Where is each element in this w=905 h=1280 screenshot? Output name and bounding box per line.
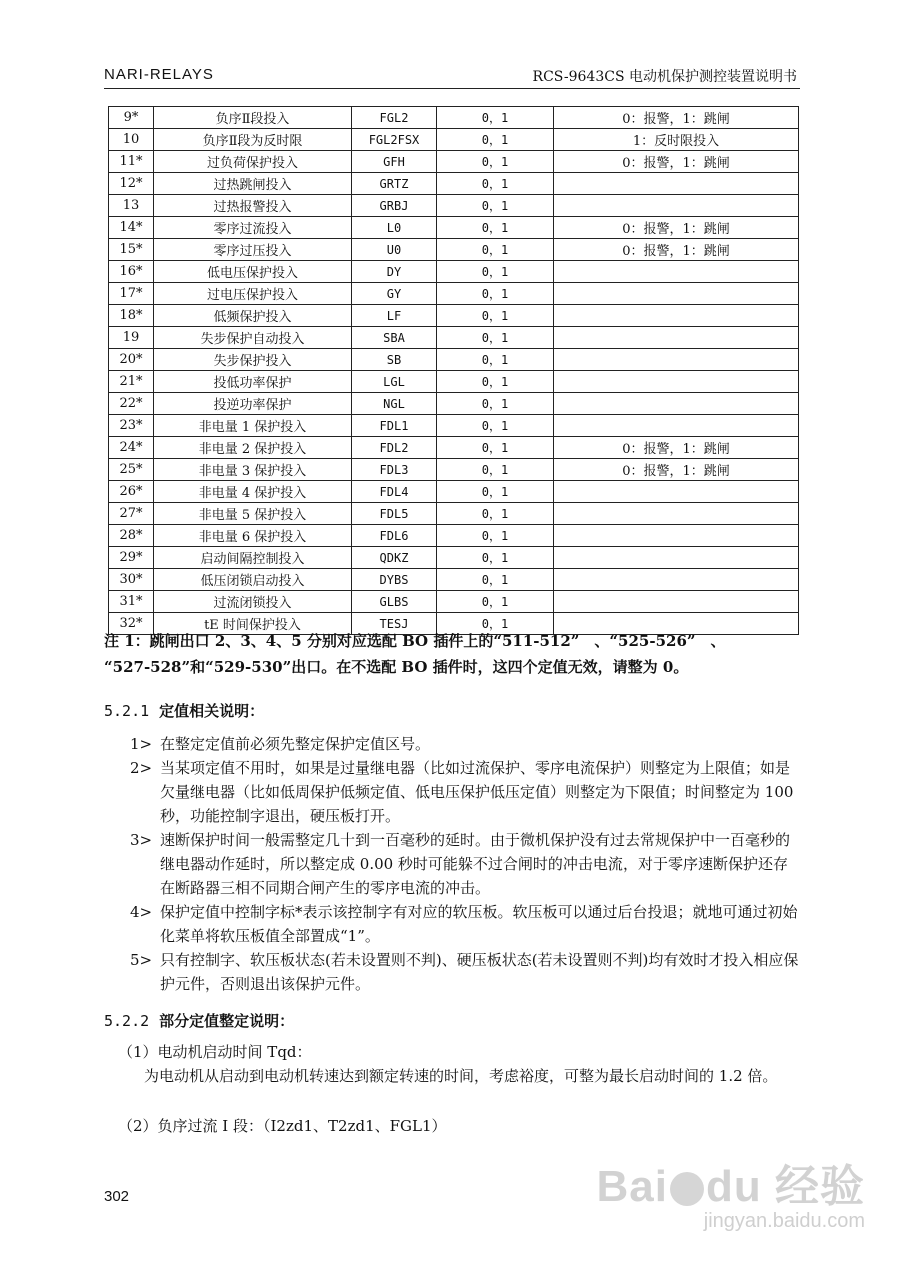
setting-name-cell: 投逆功率保护 [154,393,352,415]
row-number-cell: 24* [109,437,154,459]
row-number-cell: 9* [109,107,154,129]
setting-name-cell: 负序Ⅱ段投入 [154,107,352,129]
setting-name-cell: 投低功率保护 [154,371,352,393]
setting-code-cell: NGL [352,393,437,415]
setting-name-cell: 负序Ⅱ段为反时限 [154,129,352,151]
setting-name-cell: 过流闭锁投入 [154,591,352,613]
setting-remark-cell: 1：反时限投入 [554,129,799,151]
table-row [109,217,799,239]
row-number-cell: 28* [109,525,154,547]
row-number-cell: 25* [109,459,154,481]
setting-code-cell: DYBS [352,569,437,591]
list-marker: 5> [130,951,153,969]
list-marker: 3> [130,831,153,849]
setting-name-cell: 失步保护自动投入 [154,327,352,349]
row-number-cell: 21* [109,371,154,393]
row-number-cell: 18* [109,305,154,327]
setting-range-cell: 0，1 [437,239,554,261]
table-row [109,371,799,393]
list-item-text: 速断保护时间一般需整定几十到一百毫秒的延时。由于微机保护没有过去常规保护中一百毫秒的继电器动作延时，所以整定成 0.00 秒时可能躲不过合闸时的冲击电流，对于零序速断保护还存在断路器三相不同期合闸产生的零序电流的冲击。 [160,831,791,897]
setting-code-cell: GY [352,283,437,305]
setting-remark-cell: 0：报警，1：跳闸 [554,217,799,239]
setting-code-cell: DY [352,261,437,283]
item-2-title: （2）负序过流 I 段：（I2zd1、T2zd1、FGL1） [118,1117,447,1135]
table-row [109,459,799,481]
table-row [109,415,799,437]
setting-name-cell: 过负荷保护投入 [154,151,352,173]
list-item [130,900,800,948]
setting-name-cell: 过热报警投入 [154,195,352,217]
table-row [109,503,799,525]
header-divider [104,88,800,89]
list-item [130,828,800,900]
section-number: 5.2.2 [104,1012,150,1030]
row-number-cell: 29* [109,547,154,569]
setting-remark-cell [554,327,799,349]
setting-range-cell: 0，1 [437,591,554,613]
setting-remark-cell [554,415,799,437]
setting-code-cell: SB [352,349,437,371]
setting-range-cell: 0，1 [437,349,554,371]
list-item [130,732,800,756]
setting-range-cell: 0，1 [437,327,554,349]
table-row [109,129,799,151]
list-item-text: 只有控制字、软压板状态(若未设置则不判)、硬压板状态(若未设置则不判)均有效时才投入相应保护元件，否则退出该保护元件。 [160,951,799,993]
setting-code-cell: FDL3 [352,459,437,481]
setting-remark-cell [554,371,799,393]
setting-range-cell: 0，1 [437,569,554,591]
table-row [109,569,799,591]
list-marker: 1> [130,735,153,753]
row-number-cell: 26* [109,481,154,503]
setting-remark-cell: 0：报警，1：跳闸 [554,459,799,481]
section-5-2-1-heading [104,700,264,721]
row-number-cell: 32* [109,613,154,635]
watermark-brand-prefix: Bai [596,1162,669,1211]
table-row [109,525,799,547]
setting-code-cell: GLBS [352,591,437,613]
section-5-2-2-heading [104,1010,294,1031]
setting-remark-cell: 0：报警，1：跳闸 [554,437,799,459]
row-number-cell: 12* [109,173,154,195]
row-number-cell: 17* [109,283,154,305]
setting-code-cell: FDL5 [352,503,437,525]
setting-code-cell: LF [352,305,437,327]
setting-remark-cell [554,283,799,305]
table-row [109,437,799,459]
setting-remark-cell [554,349,799,371]
setting-name-cell: 非电量 1 保护投入 [154,415,352,437]
table-row [109,305,799,327]
header-document-title: RCS-9643CS 电动机保护测控装置说明书 [532,69,797,85]
item-1-title: （1）电动机启动时间 Tqd： [118,1043,312,1061]
table-note [104,628,804,680]
setting-code-cell: GFH [352,151,437,173]
section-number: 5.2.1 [104,702,150,720]
setting-code-cell: U0 [352,239,437,261]
setting-code-cell: FGL2FSX [352,129,437,151]
setting-name-cell: 零序过流投入 [154,217,352,239]
item-1-body: 为电动机从启动到电动机转速达到额定转速的时间，考虑裕度，可整为最长启动时间的 1.2 倍。 [144,1067,778,1085]
row-number-cell: 23* [109,415,154,437]
table-row [109,547,799,569]
row-number-cell: 16* [109,261,154,283]
setting-name-cell: 失步保护投入 [154,349,352,371]
setting-remark-cell [554,525,799,547]
setting-range-cell: 0，1 [437,415,554,437]
setting-name-cell: 零序过压投入 [154,239,352,261]
setting-remark-cell [554,547,799,569]
setting-code-cell: L0 [352,217,437,239]
section-title: 定值相关说明： [159,702,265,720]
row-number-cell: 19 [109,327,154,349]
table-row [109,173,799,195]
setting-name-cell: 非电量 4 保护投入 [154,481,352,503]
setting-remark-cell: 0：报警，1：跳闸 [554,239,799,261]
list-item [130,948,800,996]
setting-range-cell: 0，1 [437,613,554,635]
setting-range-cell: 0，1 [437,547,554,569]
paw-icon [670,1172,704,1206]
table-row [109,107,799,129]
setting-range-cell: 0，1 [437,437,554,459]
setting-name-cell: 低压闭锁启动投入 [154,569,352,591]
table-row [109,327,799,349]
setting-name-cell: 非电量 3 保护投入 [154,459,352,481]
table-row [109,481,799,503]
setting-range-cell: 0，1 [437,261,554,283]
table-row [109,393,799,415]
watermark-brand [597,1150,865,1214]
setting-name-cell: 非电量 5 保护投入 [154,503,352,525]
page-number: 302 [104,1188,130,1205]
setting-range-cell: 0，1 [437,525,554,547]
setting-range-cell: 0，1 [437,305,554,327]
setting-range-cell: 0，1 [437,481,554,503]
setting-code-cell: QDKZ [352,547,437,569]
setting-range-cell: 0，1 [437,129,554,151]
table-row [109,151,799,173]
setting-code-cell: FGL2 [352,107,437,129]
watermark-brand-suffix: du 经验 [706,1162,865,1211]
setting-range-cell: 0，1 [437,217,554,239]
table-row [109,591,799,613]
setting-remark-cell [554,503,799,525]
table-row [109,349,799,371]
row-number-cell: 30* [109,569,154,591]
watermark-url: jingyan.baidu.com [703,1210,865,1232]
setting-remark-cell [554,569,799,591]
setting-remark-cell: 0：报警，1：跳闸 [554,151,799,173]
setting-remark-cell [554,195,799,217]
list-marker: 2> [130,759,153,777]
list-item-text: 保护定值中控制字标*表示该控制字有对应的软压板。软压板可以通过后台投退；就地可通过初始化菜单将软压板值全部置成“1”。 [160,903,798,945]
setting-range-cell: 0，1 [437,173,554,195]
table-row [109,239,799,261]
setting-code-cell: GRBJ [352,195,437,217]
setting-code-cell: GRTZ [352,173,437,195]
setting-name-cell: 非电量 6 保护投入 [154,525,352,547]
setting-code-cell: FDL6 [352,525,437,547]
setting-name-cell: tE 时间保护投入 [154,613,352,635]
setting-range-cell: 0，1 [437,459,554,481]
row-number-cell: 22* [109,393,154,415]
setting-range-cell: 0，1 [437,283,554,305]
setting-remark-cell [554,261,799,283]
setting-range-cell: 0，1 [437,503,554,525]
list-marker: 4> [130,903,153,921]
setting-range-cell: 0，1 [437,371,554,393]
setting-remark-cell: 0：报警，1：跳闸 [554,107,799,129]
setting-name-cell: 低电压保护投入 [154,261,352,283]
setting-remark-cell [554,173,799,195]
row-number-cell: 31* [109,591,154,613]
setting-remark-cell [554,393,799,415]
row-number-cell: 27* [109,503,154,525]
list-item [130,756,800,828]
baidu-jingyan-watermark [597,1150,865,1233]
note-line-2: “527-528”和“529-530”出口。在不选配 BO 插件时，这四个定值无效，请整为 0。 [104,658,689,676]
setting-remark-cell [554,481,799,503]
table-row [109,261,799,283]
setting-name-cell: 启动间隔控制投入 [154,547,352,569]
setting-code-cell: SBA [352,327,437,349]
setting-code-cell: TESJ [352,613,437,635]
setting-range-cell: 0，1 [437,151,554,173]
setting-name-cell: 过热跳闸投入 [154,173,352,195]
list-item-text: 在整定定值前必须先整定保护定值区号。 [160,735,431,753]
list-item-text: 当某项定值不用时，如果是过量继电器（比如过流保护、零序电流保护）则整定为上限值；如是欠量继电器（比如低周保护低频定值、低电压保护低压定值）则整定为下限值；时间整定为 100 秒，功能控制字退出，硬压板打开。 [160,759,794,825]
row-number-cell: 13 [109,195,154,217]
setting-code-cell: FDL2 [352,437,437,459]
row-number-cell: 15* [109,239,154,261]
section-title: 部分定值整定说明： [159,1012,295,1030]
note-line-1: 注 1：跳闸出口 2、3、4、5 分别对应选配 BO 插件上的“511-512” 、“525-526” 、 [104,632,726,650]
settings-table [108,106,799,635]
setting-code-cell: LGL [352,371,437,393]
setting-name-cell: 非电量 2 保护投入 [154,437,352,459]
setting-remark-cell [554,591,799,613]
table-row [109,283,799,305]
setting-range-cell: 0，1 [437,107,554,129]
row-number-cell: 10 [109,129,154,151]
setting-name-cell: 低频保护投入 [154,305,352,327]
row-number-cell: 14* [109,217,154,239]
row-number-cell: 11* [109,151,154,173]
setting-remark-cell [554,305,799,327]
setting-code-cell: FDL1 [352,415,437,437]
header-brand: NARI-RELAYS [104,66,214,83]
settings-notes-list [130,732,800,996]
setting-name-cell: 过电压保护投入 [154,283,352,305]
setting-code-cell: FDL4 [352,481,437,503]
table-row [109,195,799,217]
setting-range-cell: 0，1 [437,393,554,415]
row-number-cell: 20* [109,349,154,371]
setting-range-cell: 0，1 [437,195,554,217]
